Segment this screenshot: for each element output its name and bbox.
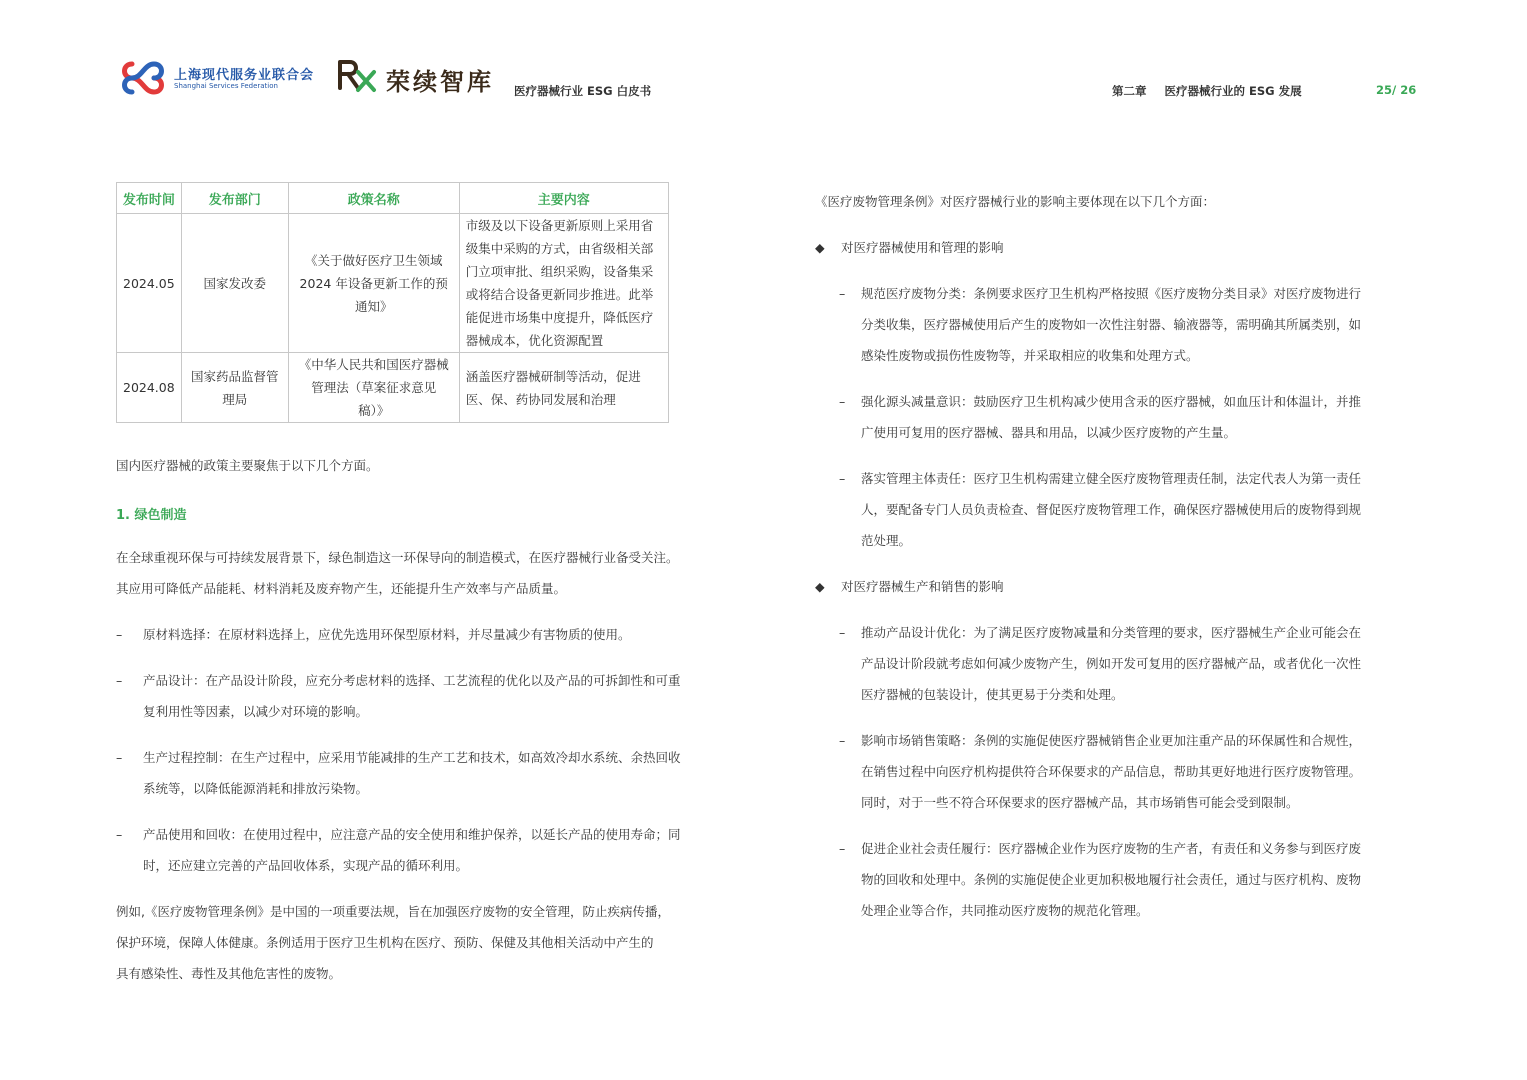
cell-line: 级集中采购的方式，由省级相关部 (465, 241, 654, 256)
bullet-title: 对医疗器械生产和销售的影响 (841, 579, 1004, 594)
ssf-name-en: Shanghai Services Federation (174, 82, 278, 90)
page-number: 25/ 26 (1376, 83, 1417, 97)
cell-line: 涵盖医疗器械研制等活动，促进 (465, 368, 641, 384)
list-item-line: 规范医疗废物分类：条例要求医疗卫生机构严格按照《医疗废物分类目录》对医疗废物进行 (861, 286, 1362, 301)
cell-line: 通知》 (354, 298, 393, 314)
cell-line: 国家药品监督管 (190, 368, 279, 384)
cell-line: 医、保、药协同发展和治理 (465, 391, 616, 407)
cell-line: 《关于做好医疗卫生领域 (304, 252, 443, 268)
list-item-line: 系统等，以降低能源消耗和排放污染物。 (143, 781, 369, 796)
list-item-line: 复利用性等因素，以减少对环境的影响。 (143, 704, 369, 719)
list-item-line: 落实管理主体责任：医疗卫生机构需建立健全医疗废物管理责任制，法定代表人为第一责任 (861, 471, 1362, 486)
dash-marker: – (839, 841, 846, 856)
left-intro: 国内医疗器械的政策主要聚焦于以下几个方面。 (116, 458, 379, 473)
paragraph-line: 具有感染性、毒性及其他危害性的废物。 (116, 966, 342, 981)
list-item-line: 在销售过程中向医疗机构提供符合环保要求的产品信息，帮助其更好地进行医疗废物管理。 (861, 764, 1362, 779)
dash-marker: – (116, 627, 123, 642)
section-heading: 1. 绿色制造 (116, 508, 187, 523)
diamond-bullet-icon: ◆ (815, 240, 825, 255)
header-date: 发布时间 (117, 183, 182, 214)
list-item-line: 产品使用和回收：在使用过程中，应注意产品的安全使用和维护保养，以延长产品的使用寿命；同 (143, 827, 681, 842)
list-item-line: 促进企业社会责任履行：医疗器械企业作为医疗废物的生产者，有责任和义务参与到医疗废 (861, 841, 1362, 856)
list-item-line: 产品设计阶段就考虑如何减少废物产生，例如开发可复用的医疗器械产品，或者优化一次性 (861, 656, 1362, 671)
paragraph-line: 在全球重视环保与可持续发展背景下，绿色制造这一环保导向的制造模式，在医疗器械行业备受关注。 (116, 550, 679, 565)
rx-logo-icon (336, 58, 378, 94)
table-row (117, 353, 669, 423)
rx-name: 荣续智库 (386, 68, 494, 96)
cell-line: 市级及以下设备更新原则上采用省 (465, 218, 654, 233)
ssf-logo-icon (120, 58, 166, 98)
list-item-line: 强化源头减量意识：鼓励医疗卫生机构减少使用含汞的医疗器械，如血压计和体温计，并推 (861, 394, 1362, 409)
list-item-line: 产品设计：在产品设计阶段，应充分考虑材料的选择、工艺流程的优化以及产品的可拆卸性和可重 (143, 673, 681, 688)
right-intro: 《医疗废物管理条例》对医疗器械行业的影响主要体现在以下几个方面： (815, 194, 1216, 209)
cell-line: 门立项审批、组织采购，设备集采 (465, 264, 654, 279)
cell-line: 管理法（草案征求意见 (311, 380, 437, 395)
header-content: 主要内容 (459, 183, 668, 214)
table-row (117, 214, 669, 353)
document-title: 医疗器械行业 ESG 白皮书 (514, 84, 652, 98)
list-item-line: 影响市场销售策略：条例的实施促使医疗器械销售企业更加注重产品的环保属性和合规性， (861, 733, 1362, 748)
dash-marker: – (839, 394, 846, 409)
list-item-line: 同时，对于一些不符合环保要求的医疗器械产品，其市场销售可能会受到限制。 (861, 795, 1299, 810)
page-header (0, 0, 1527, 120)
dash-marker: – (839, 471, 846, 486)
paragraph-line: 其应用可降低产品能耗、材料消耗及废弃物产生，还能提升生产效率与产品质量。 (116, 581, 567, 596)
list-item-line: 分类收集，医疗器械使用后产生的废物如一次性注射器、输液器等，需明确其所属类别，如 (861, 317, 1362, 332)
table-header-row (117, 183, 669, 214)
cell-content (459, 353, 668, 423)
cell-line: 《中华人民共和国医疗器械 (298, 357, 449, 372)
dash-marker: – (116, 673, 123, 688)
dash-marker: – (116, 750, 123, 765)
ssf-logo (120, 58, 320, 98)
bullet-title: 对医疗器械使用和管理的影响 (841, 240, 1004, 255)
cell-policy-name (288, 353, 459, 423)
policy-table (116, 182, 669, 423)
cell-line: 2024 年设备更新工作的预 (299, 275, 448, 291)
paragraph-line: 例如,《医疗废物管理条例》是中国的一项重要法规，旨在加强医疗废物的安全管理，防止疾病传播， (116, 904, 670, 919)
list-item-line: 人，要配备专门人员负责检查、督促医疗废物管理工作，确保医疗器械使用后的废物得到规 (861, 502, 1362, 517)
dash-marker: – (839, 625, 846, 640)
list-item-line: 生产过程控制：在生产过程中，应采用节能减排的生产工艺和技术，如高效冷却水系统、余热回收 (143, 750, 681, 765)
list-item-line: 处理企业等合作，共同推动医疗废物的规范化管理。 (861, 903, 1149, 918)
chapter-number: 第二章 (1112, 84, 1147, 98)
cell-content (459, 214, 668, 353)
cell-date: 2024.05 (117, 214, 182, 353)
cell-line: 能促进市场集中度提升，降低医疗 (465, 310, 654, 325)
cell-line: 或将结合设备更新同步推进。此举 (465, 287, 654, 302)
cell-dept: 国家发改委 (181, 214, 288, 353)
cell-line: 器械成本，优化资源配置 (465, 333, 604, 348)
cell-policy-name (288, 214, 459, 353)
list-item-line: 原材料选择：在原材料选择上，应优先选用环保型原材料，并尽量减少有害物质的使用。 (143, 627, 631, 642)
cell-line: 稿）》 (358, 403, 390, 418)
chapter-title: 医疗器械行业的 ESG 发展 (1164, 84, 1302, 98)
diamond-bullet-icon: ◆ (815, 579, 825, 594)
list-item-line: 医疗器械的包装设计，使其更易于分类和处理。 (861, 687, 1124, 702)
cell-line: 理局 (222, 391, 248, 407)
header-dept: 发布部门 (181, 183, 288, 214)
cell-date: 2024.08 (117, 353, 182, 423)
list-item-line: 广使用可复用的医疗器械、器具和用品，以减少医疗废物的产生量。 (861, 425, 1237, 440)
dash-marker: – (116, 827, 123, 842)
list-item-line: 范处理。 (861, 533, 912, 548)
list-item-line: 物的回收和处理中。条例的实施促使企业更加积极地履行社会责任，通过与医疗机构、废物 (861, 872, 1362, 887)
dash-marker: – (839, 286, 846, 301)
list-item-line: 时，还应建立完善的产品回收体系，实现产品的循环利用。 (143, 858, 469, 873)
dash-marker: – (839, 733, 846, 748)
rx-logo (336, 58, 496, 98)
list-item-line: 推动产品设计优化：为了满足医疗废物减量和分类管理的要求，医疗器械生产企业可能会在 (861, 625, 1362, 640)
cell-dept (181, 353, 288, 423)
header-policy-name: 政策名称 (288, 183, 459, 214)
chapter-label (1112, 83, 1302, 99)
ssf-name-cn: 上海现代服务业联合会 (174, 68, 315, 83)
paragraph-line: 保护环境，保障人体健康。条例适用于医疗卫生机构在医疗、预防、保健及其他相关活动中产生的 (116, 935, 654, 950)
list-item-line: 感染性废物或损伤性废物等，并采取相应的收集和处理方式。 (861, 348, 1199, 363)
